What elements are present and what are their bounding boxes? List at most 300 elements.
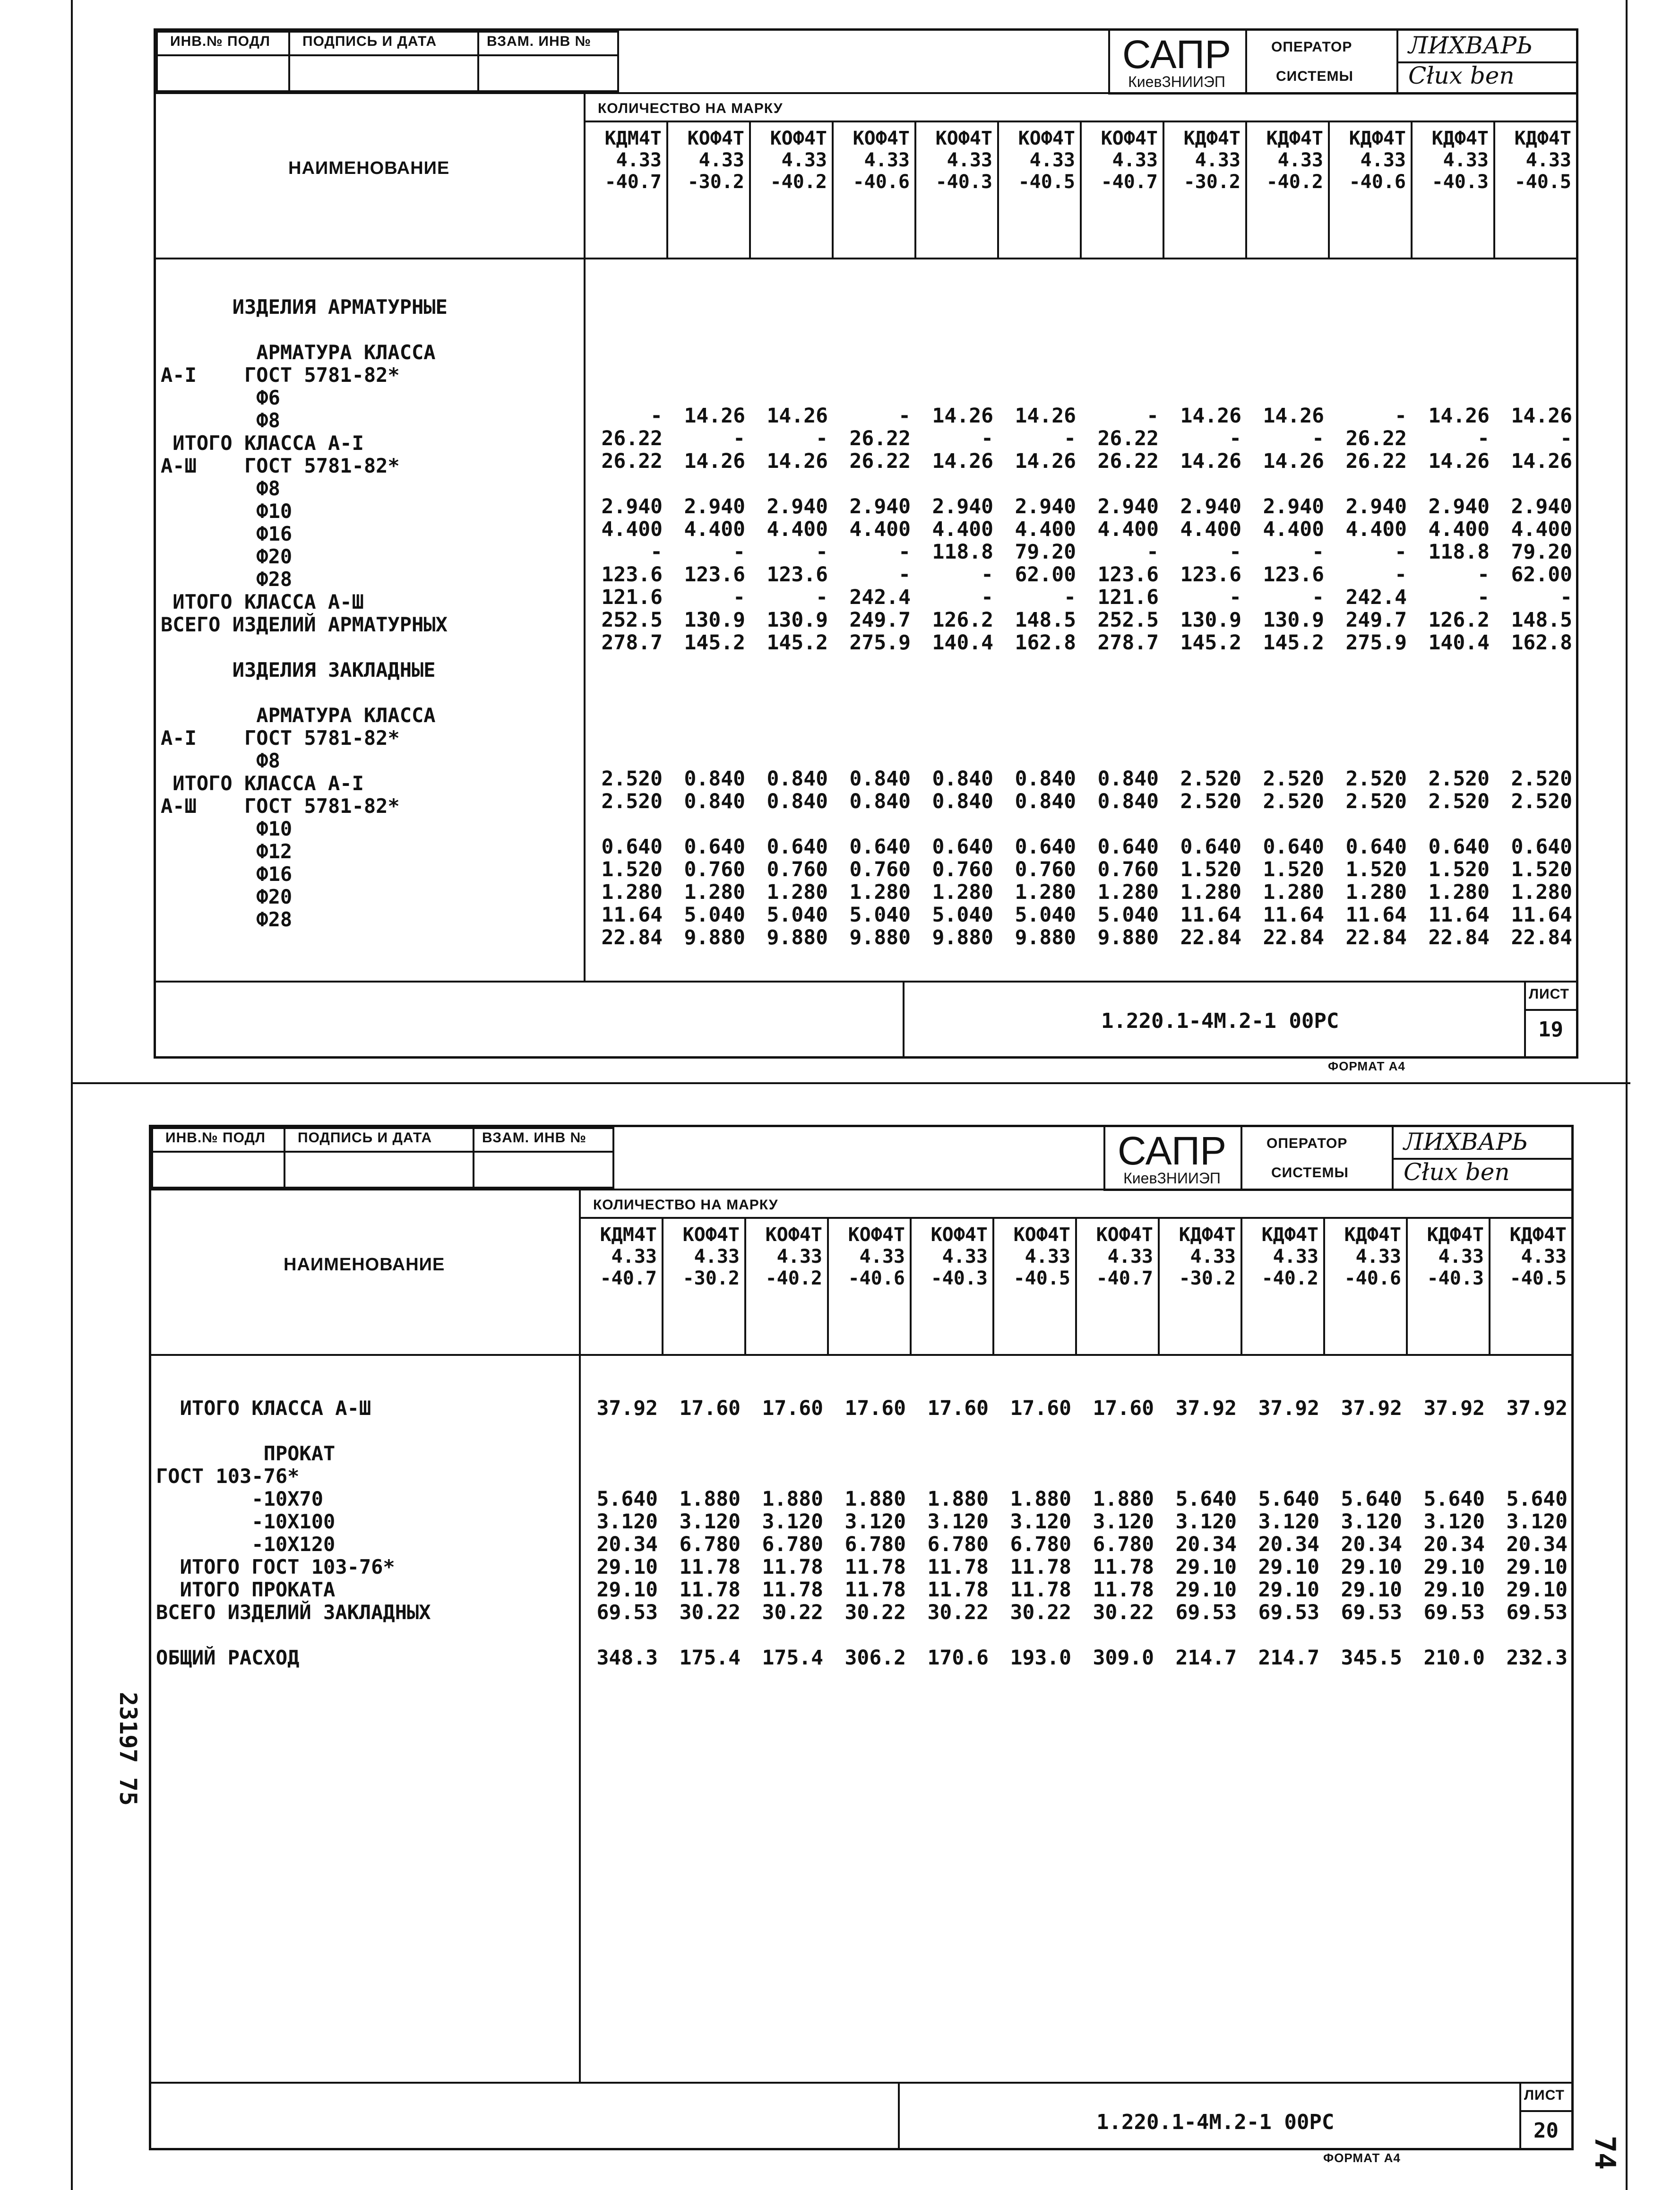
table-cell: 1.280 (1180, 880, 1241, 904)
table-cell: 214.7 (1175, 1646, 1237, 1670)
column-header-line: КДФ4Т (1509, 1224, 1567, 1246)
table-cell: 3.120 (1506, 1510, 1568, 1534)
column-header-line: 4.33 (698, 149, 744, 171)
table-cell: 145.2 (1180, 631, 1241, 655)
table-cell: 30.22 (844, 1601, 906, 1624)
header-top-line (156, 92, 1576, 94)
sheet-divider-line (71, 1082, 1630, 1084)
column-header-line: КДФ4Т (1183, 128, 1241, 149)
table-cell: - (650, 540, 663, 564)
table-cell: - (1229, 427, 1241, 450)
table-cell: 140.4 (932, 631, 993, 655)
stamp-bottom-line (151, 2082, 1571, 2084)
column-header-line: -40.7 (1096, 1267, 1153, 1289)
table-cell: 1.280 (1015, 880, 1076, 904)
column-header-line: -30.2 (687, 171, 744, 193)
table-cell: 123.6 (1097, 563, 1159, 586)
table-cell: 1.280 (767, 880, 828, 904)
table-cell: 11.64 (1428, 903, 1490, 927)
left-border-line (71, 0, 73, 2190)
format-label: ФОРМАТ А4 (1328, 1059, 1405, 1073)
column-header-line: -40.7 (1101, 171, 1158, 193)
table-cell: 20.34 (1175, 1533, 1237, 1556)
table-cell: 20.34 (1258, 1533, 1319, 1556)
table-cell: 14.26 (1428, 449, 1490, 473)
table-cell: 1.880 (679, 1487, 741, 1511)
column-header-line: КОФ4Т (853, 128, 910, 149)
stamp-line (151, 1151, 614, 1153)
table-cell: 1.520 (601, 858, 663, 881)
operator-name: ЛИХВАРЬ (1408, 32, 1533, 59)
table-cell: 0.840 (932, 767, 993, 791)
row-label: Ф20 (161, 885, 293, 908)
table-cell: 6.780 (927, 1533, 989, 1556)
table-cell: 17.60 (1010, 1397, 1071, 1420)
table-cell: 0.760 (1015, 858, 1076, 881)
column-header (1411, 128, 1489, 193)
table-cell: 3.120 (1258, 1510, 1319, 1534)
table-cell: 11.78 (1093, 1555, 1154, 1579)
column-header-line: КДФ4Т (1514, 128, 1571, 149)
table-cell: 2.940 (1180, 495, 1241, 518)
table-cell: 4.400 (1180, 517, 1241, 541)
table-cell: 5.640 (1175, 1487, 1237, 1511)
table-cell: 5.040 (767, 903, 828, 927)
table-cell: 37.92 (1175, 1397, 1237, 1420)
column-header-line: -40.2 (1266, 171, 1323, 193)
table-cell: 1.520 (1428, 858, 1490, 881)
column-header-line: КДФ4Т (1344, 1224, 1401, 1246)
table-cell: 29.10 (1423, 1555, 1485, 1579)
table-cell: 17.60 (844, 1397, 906, 1420)
column-header-line: КОФ4Т (1096, 1224, 1153, 1246)
column-header-line: 4.33 (1360, 149, 1406, 171)
row-label: Ф20 (161, 545, 293, 568)
column-header-line: -40.7 (600, 1267, 657, 1289)
table-cell: 0.640 (767, 835, 828, 859)
table-cell: 0.760 (849, 858, 911, 881)
column-header (1245, 128, 1323, 193)
operator-label: ОПЕРАТОР (1266, 1136, 1348, 1151)
table-cell: 79.20 (1015, 540, 1076, 564)
table-cell: 17.60 (679, 1397, 741, 1420)
table-cell: 1.280 (1511, 880, 1572, 904)
table-cell: 1.520 (1345, 858, 1407, 881)
table-cell: 29.10 (1258, 1555, 1319, 1579)
row-label: А-I ГОСТ 5781-82* (161, 726, 400, 750)
table-cell: - (1146, 540, 1159, 564)
table-cell: 0.840 (767, 767, 828, 791)
table-cell: 162.8 (1015, 631, 1076, 655)
table-cell: 9.880 (849, 926, 911, 949)
table-cell: 275.9 (1345, 631, 1407, 655)
column-header-line: 4.33 (611, 1246, 657, 1267)
table-cell: 20.34 (596, 1533, 658, 1556)
table-cell: 123.6 (1180, 563, 1241, 586)
column-header-line: 4.33 (1029, 149, 1075, 171)
table-cell: 162.8 (1511, 631, 1572, 655)
table-cell: 1.280 (1097, 880, 1159, 904)
table-cell: 1.520 (1263, 858, 1324, 881)
column-header (992, 1224, 1070, 1289)
table-cell: 123.6 (1263, 563, 1324, 586)
table-cell: 5.640 (1423, 1487, 1485, 1511)
row-label: Ф28 (161, 908, 293, 931)
table-cell: 5.040 (1097, 903, 1159, 927)
table-cell: 69.53 (1175, 1601, 1237, 1624)
table-cell: 20.34 (1423, 1533, 1485, 1556)
table-cell: 0.640 (849, 835, 911, 859)
table-cell: 118.8 (932, 540, 993, 564)
table-cell: 22.84 (1511, 926, 1572, 949)
column-header-line: 4.33 (1355, 1246, 1401, 1267)
table-cell: 2.520 (1345, 790, 1407, 813)
table-cell: - (1146, 404, 1159, 428)
table-cell: 4.400 (1511, 517, 1572, 541)
column-header-line: -40.3 (935, 171, 992, 193)
table-cell: 3.120 (679, 1510, 741, 1534)
table-cell: 26.22 (849, 427, 911, 450)
sapr-line (1241, 1125, 1242, 1191)
row-label: Ф6 (161, 386, 280, 409)
table-cell: 121.6 (601, 586, 663, 609)
table-cell: 0.760 (932, 858, 993, 881)
table-cell: 0.840 (684, 790, 745, 813)
table-cell: 193.0 (1010, 1646, 1071, 1670)
row-label: Ф10 (161, 817, 293, 840)
table-cell: 249.7 (1345, 608, 1407, 632)
row-label: Ф8 (161, 749, 280, 772)
row-label: ИЗДЕЛИЯ ЗАКЛАДНЫЕ (161, 658, 436, 681)
table-cell: 22.84 (1263, 926, 1324, 949)
column-header-line: -40.5 (1509, 1267, 1567, 1289)
column-header-line: 4.33 (694, 1246, 740, 1267)
table-cell: 11.64 (601, 903, 663, 927)
table-cell: 9.880 (767, 926, 828, 949)
table-cell: 0.640 (1180, 835, 1241, 859)
table-cell: 30.22 (679, 1601, 741, 1624)
table-cell: 0.760 (1097, 858, 1159, 881)
table-cell: 26.22 (601, 427, 663, 450)
table-cell: 130.9 (684, 608, 745, 632)
inv-podl-label: ИНВ.№ ПОДЛ (165, 1130, 266, 1146)
table-cell: 275.9 (849, 631, 911, 655)
operator-signature: Сłux ben (1404, 1158, 1510, 1186)
column-header (1163, 128, 1241, 193)
table-cell: 1.280 (849, 880, 911, 904)
table-cell: 130.9 (1180, 608, 1241, 632)
table-cell: 306.2 (844, 1646, 906, 1670)
row-label: Ф8 (161, 477, 280, 500)
column-header-line: КОФ4Т (687, 128, 744, 149)
table-cell: 148.5 (1511, 608, 1572, 632)
row-label: Ф16 (161, 862, 293, 886)
column-header-line: 4.33 (864, 149, 910, 171)
column-header-line: 4.33 (776, 1246, 822, 1267)
table-cell: 1.880 (927, 1487, 989, 1511)
table-cell: 14.26 (1428, 404, 1490, 428)
table-cell: 2.940 (849, 495, 911, 518)
table-cell: 1.880 (1010, 1487, 1071, 1511)
table-cell: 1.280 (1345, 880, 1407, 904)
table-cell: 11.78 (1010, 1555, 1071, 1579)
table-cell: 2.940 (932, 495, 993, 518)
column-header-line: КОФ4Т (1018, 128, 1075, 149)
stamp-list-line (1524, 1009, 1576, 1011)
table-cell: 0.840 (684, 767, 745, 791)
table-cell: 4.400 (932, 517, 993, 541)
column-header-line: 4.33 (1190, 1246, 1236, 1267)
table-cell: 2.520 (601, 767, 663, 791)
table-cell: 11.78 (927, 1555, 989, 1579)
table-cell: 123.6 (601, 563, 663, 586)
table-cell: 3.120 (596, 1510, 658, 1534)
table-cell: 0.640 (1428, 835, 1490, 859)
table-cell: 29.10 (1341, 1578, 1402, 1602)
table-cell: 22.84 (1428, 926, 1490, 949)
table-cell: 11.78 (762, 1555, 823, 1579)
row-label: А-Ш ГОСТ 5781-82* (161, 794, 400, 818)
table-cell: 2.940 (1097, 495, 1159, 518)
naimenovanie-label: НАИМЕНОВАНИЕ (284, 1255, 445, 1275)
table-cell: 11.78 (927, 1578, 989, 1602)
table-cell: 9.880 (1097, 926, 1159, 949)
table-cell: 5.640 (1341, 1487, 1402, 1511)
table-cell: 6.780 (844, 1533, 906, 1556)
column-header-line: 4.33 (1277, 149, 1323, 171)
column-header-line: -30.2 (1179, 1267, 1236, 1289)
column-header (1158, 1224, 1236, 1289)
table-cell: 6.780 (679, 1533, 741, 1556)
column-header (1323, 1224, 1401, 1289)
table-cell: 214.7 (1258, 1646, 1319, 1670)
column-header-line: КДФ4Т (1431, 128, 1489, 149)
table-cell: 69.53 (1258, 1601, 1319, 1624)
table-cell: 2.940 (684, 495, 745, 518)
row-label: АРМАТУРА КЛАССА (161, 704, 436, 727)
table-cell: 26.22 (601, 449, 663, 473)
vzam-inv-label: ВЗАМ. ИНВ № (487, 34, 592, 49)
margin-corner-number: 74 (1588, 2135, 1622, 2170)
column-header-line: 4.33 (1107, 1246, 1153, 1267)
table-cell: 278.7 (1097, 631, 1159, 655)
table-cell: 11.78 (844, 1578, 906, 1602)
table-cell: 62.00 (1015, 563, 1076, 586)
table-cell: 232.3 (1506, 1646, 1568, 1670)
column-header (910, 1224, 988, 1289)
table-cell: 14.26 (1180, 404, 1241, 428)
table-cell: 5.640 (1506, 1487, 1568, 1511)
column-header-line: -40.5 (1018, 171, 1075, 193)
table-cell: 126.2 (932, 608, 993, 632)
table-cell: 4.400 (1263, 517, 1324, 541)
table-cell: - (898, 404, 911, 428)
column-header (662, 1224, 740, 1289)
column-header-line: КДФ4Т (1261, 1224, 1318, 1246)
stamp-line (477, 31, 479, 92)
table-cell: 4.400 (849, 517, 911, 541)
row-label: А-Ш ГОСТ 5781-82* (161, 454, 400, 477)
row-label: ИТОГО ГОСТ 103-76* (156, 1555, 395, 1578)
table-cell: 11.78 (762, 1578, 823, 1602)
table-cell: 4.400 (1097, 517, 1159, 541)
table-cell: 29.10 (1423, 1578, 1485, 1602)
header-top-line (151, 1189, 1571, 1190)
inv-podl-label: ИНВ.№ ПОДЛ (170, 34, 270, 49)
row-label: ИТОГО КЛАССА А-I (161, 772, 364, 795)
table-cell: - (733, 586, 745, 609)
table-cell: 0.640 (1015, 835, 1076, 859)
header-bottom-line (151, 1354, 1571, 1356)
table-cell: 118.8 (1428, 540, 1490, 564)
row-label: -10Х70 (156, 1487, 324, 1510)
column-header-line: КДФ4Т (1427, 1224, 1484, 1246)
table-cell: 29.10 (1506, 1555, 1568, 1579)
table-cell: - (1064, 427, 1076, 450)
table-cell: - (1477, 563, 1490, 586)
table-cell: - (1229, 540, 1241, 564)
table-cell: 2.940 (767, 495, 828, 518)
table-cell: 11.64 (1263, 903, 1324, 927)
table-cell: - (816, 427, 828, 450)
table-cell: 0.840 (1015, 790, 1076, 813)
row-label: -10Х120 (156, 1533, 336, 1556)
column-header-line: 4.33 (1195, 149, 1241, 171)
table-cell: 69.53 (1423, 1601, 1485, 1624)
column-header-line: -40.7 (604, 171, 662, 193)
table-cell: - (733, 427, 745, 450)
table-cell: 130.9 (767, 608, 828, 632)
column-header (827, 1224, 905, 1289)
vzam-inv-label: ВЗАМ. ИНВ № (482, 1130, 587, 1146)
table-cell: 30.22 (1093, 1601, 1154, 1624)
table-cell: 309.0 (1093, 1646, 1154, 1670)
table-cell: 30.22 (762, 1601, 823, 1624)
column-header-line: КОФ4Т (682, 1224, 740, 1246)
column-header-line: КДФ4Т (1179, 1224, 1236, 1246)
table-cell: 14.26 (932, 404, 993, 428)
column-header (1493, 128, 1571, 193)
column-header-line: -40.2 (765, 1267, 822, 1289)
table-cell: 1.880 (762, 1487, 823, 1511)
table-cell: 1.280 (932, 880, 993, 904)
table-cell: 2.520 (1345, 767, 1407, 791)
table-cell: 123.6 (767, 563, 828, 586)
table-cell: 0.840 (932, 790, 993, 813)
sapr-org: КиевЗНИИЭП (1123, 1170, 1221, 1187)
table-cell: 0.840 (849, 767, 911, 791)
table-cell: 2.520 (1511, 790, 1572, 813)
column-header-line: 4.33 (1525, 149, 1571, 171)
table-cell: 9.880 (684, 926, 745, 949)
table-cell: 249.7 (849, 608, 911, 632)
table-cell: 26.22 (1345, 449, 1407, 473)
column-header-line: -40.2 (1261, 1267, 1318, 1289)
table-cell: 14.26 (1511, 404, 1572, 428)
table-cell: 37.92 (1423, 1397, 1485, 1420)
table-cell: 123.6 (684, 563, 745, 586)
table-cell: 3.120 (1010, 1510, 1071, 1534)
table-cell: 79.20 (1511, 540, 1572, 564)
table-cell: 11.78 (679, 1578, 741, 1602)
table-cell: 2.940 (601, 495, 663, 518)
table-cell: - (981, 427, 993, 450)
column-header-line: -40.6 (1344, 1267, 1401, 1289)
table-cell: - (898, 540, 911, 564)
table-cell: 1.880 (1093, 1487, 1154, 1511)
table-cell: 69.53 (1341, 1601, 1402, 1624)
table-cell: 278.7 (601, 631, 663, 655)
column-header (1080, 128, 1158, 193)
table-cell: 121.6 (1097, 586, 1159, 609)
table-cell: 69.53 (1506, 1601, 1568, 1624)
sapr-logo: САПР (1117, 1129, 1227, 1173)
table-cell: 0.840 (767, 790, 828, 813)
table-cell: 29.10 (1258, 1578, 1319, 1602)
table-cell: 11.64 (1345, 903, 1407, 927)
name-column-line (579, 1189, 581, 2082)
table-cell: - (1477, 586, 1490, 609)
table-cell: 62.00 (1511, 563, 1572, 586)
table-cell: 4.400 (1428, 517, 1490, 541)
table-cell: - (816, 586, 828, 609)
kolichestvo-label: КОЛИЧЕСТВО НА МАРКУ (593, 1197, 778, 1213)
column-header (744, 1224, 822, 1289)
table-cell: 30.22 (927, 1601, 989, 1624)
row-label: ГОСТ 103-76* (156, 1465, 300, 1488)
table-cell: 348.3 (596, 1646, 658, 1670)
row-label: А-I ГОСТ 5781-82* (161, 363, 400, 387)
table-cell: 5.640 (596, 1487, 658, 1511)
table-cell: 145.2 (684, 631, 745, 655)
table-cell: 26.22 (1097, 449, 1159, 473)
format-label: ФОРМАТ А4 (1323, 2151, 1401, 2165)
table-cell: - (1395, 563, 1407, 586)
column-header-line: 4.33 (1025, 1246, 1070, 1267)
table-cell: 29.10 (1175, 1578, 1237, 1602)
row-label: ИТОГО КЛАССА А-I (161, 431, 364, 455)
table-cell: 1.280 (1428, 880, 1490, 904)
stamp-line (473, 1127, 474, 1189)
sapr-logo: САПР (1122, 32, 1232, 77)
table-cell: 11.78 (679, 1555, 741, 1579)
table-cell: 14.26 (1263, 404, 1324, 428)
table-cell: 29.10 (596, 1578, 658, 1602)
row-label: ОБЩИЙ РАСХОД (156, 1646, 300, 1669)
column-header (1489, 1224, 1567, 1289)
column-header-line: КДМ4Т (600, 1224, 657, 1246)
table-cell: 9.880 (932, 926, 993, 949)
table-cell: 145.2 (767, 631, 828, 655)
column-header-line: -40.3 (930, 1267, 988, 1289)
table-cell: 0.640 (932, 835, 993, 859)
table-cell: 17.60 (762, 1397, 823, 1420)
column-header-line: 4.33 (1438, 1246, 1484, 1267)
stamp-line (288, 31, 290, 92)
table-cell: 3.120 (1093, 1510, 1154, 1534)
sapr-line (1245, 28, 1247, 95)
table-cell: 3.120 (1341, 1510, 1402, 1534)
table-cell: 4.400 (601, 517, 663, 541)
column-header (579, 1224, 657, 1289)
table-cell: 0.840 (849, 790, 911, 813)
table-cell: 5.040 (932, 903, 993, 927)
table-cell: 345.5 (1341, 1646, 1402, 1670)
table-cell: - (1312, 586, 1324, 609)
table-cell: 69.53 (596, 1601, 658, 1624)
column-header (1328, 128, 1406, 193)
table-cell: 29.10 (1341, 1555, 1402, 1579)
